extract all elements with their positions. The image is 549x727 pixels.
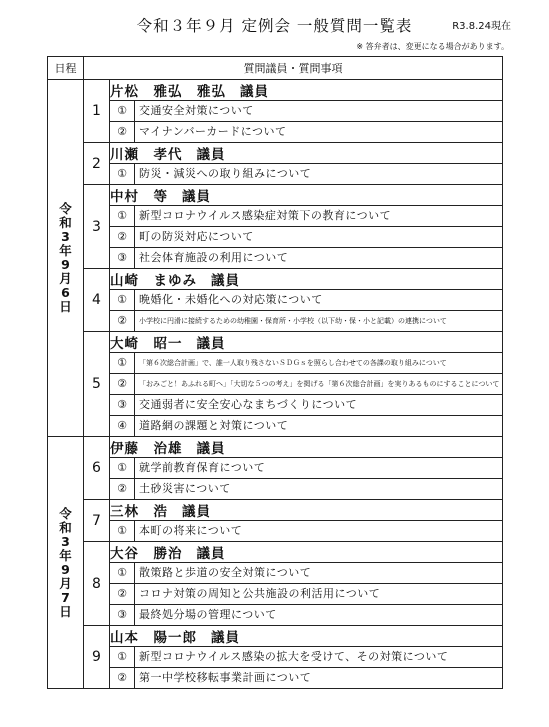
question-mark: ① bbox=[110, 290, 135, 310]
speaker-number: 7 bbox=[84, 500, 110, 542]
question-row bbox=[48, 563, 503, 584]
question-mark: ② bbox=[110, 374, 135, 394]
speaker-name-cell bbox=[110, 269, 503, 290]
speaker-number: 1 bbox=[84, 80, 110, 143]
question-item bbox=[110, 122, 503, 143]
question-item bbox=[110, 248, 503, 269]
speaker-number: 5 bbox=[84, 332, 110, 437]
question-row bbox=[48, 374, 503, 395]
question-text: 交通弱者に安全安心なまちづくりについて bbox=[139, 398, 358, 411]
speaker-name-cell bbox=[110, 185, 503, 206]
speaker-title: 議員 bbox=[182, 504, 211, 520]
question-row bbox=[48, 458, 503, 479]
speaker-number: 6 bbox=[84, 437, 110, 500]
as-of-date: R3.8.24現在 bbox=[452, 21, 511, 32]
speaker-row bbox=[48, 185, 503, 206]
speaker-title: 議員 bbox=[211, 630, 240, 646]
question-text: 第一中学校移転事業計画について bbox=[139, 671, 312, 684]
speaker-name-cell bbox=[110, 80, 503, 101]
session-date-char: 令 bbox=[59, 505, 72, 521]
speaker-row bbox=[48, 332, 503, 353]
question-row bbox=[48, 101, 503, 122]
question-text: 本町の将来について bbox=[139, 524, 243, 537]
question-mark: ② bbox=[110, 668, 135, 688]
question-mark: ① bbox=[110, 164, 135, 184]
question-text: 小学校に円滑に接続するための幼稚園・保育所・小学校（以下幼・保・小と記載）の連携について bbox=[139, 317, 447, 325]
speaker-title: 議員 bbox=[196, 147, 226, 163]
respondent-note: ※ 答弁者は、変更になる場合があります。 bbox=[356, 42, 509, 51]
session-date-char: 月 bbox=[59, 575, 72, 591]
session-date-cell bbox=[48, 437, 84, 689]
speaker-title: 議員 bbox=[182, 189, 211, 205]
speaker-number: 8 bbox=[84, 542, 110, 626]
question-mark: ① bbox=[110, 353, 135, 373]
question-item bbox=[110, 101, 503, 122]
question-mark: ② bbox=[110, 227, 135, 247]
question-text: 交通安全対策について bbox=[139, 104, 254, 117]
question-mark: ② bbox=[110, 122, 135, 142]
question-text: 土砂災害について bbox=[139, 482, 231, 495]
question-text: 「おみごと！あふれる町へ」「大切な５つの考え」を掲げる「第６次総合計画」を実りあるものにすることについて bbox=[139, 380, 500, 388]
question-text: 新型コロナウイルス感染の拡大を受けて、その対策について bbox=[139, 650, 449, 663]
question-text: 町の防災対応について bbox=[139, 230, 254, 243]
question-row bbox=[48, 416, 503, 437]
session-date-char: 年 bbox=[59, 547, 72, 563]
speaker-name: 山本 陽一郎 bbox=[110, 630, 197, 646]
speaker-name-cell bbox=[110, 500, 503, 521]
speaker-name: 大谷 勝治 bbox=[110, 546, 183, 562]
speaker-row bbox=[48, 626, 503, 647]
question-text: 道路網の課題と対策について bbox=[139, 419, 289, 432]
question-text: 晩婚化・未婚化への対応策について bbox=[139, 293, 323, 306]
question-mark: ① bbox=[110, 458, 135, 478]
question-item bbox=[110, 353, 503, 374]
question-item bbox=[110, 395, 503, 416]
speaker-name: 大崎 昭一 bbox=[110, 336, 183, 352]
speaker-name-cell bbox=[110, 437, 503, 458]
session-date-char: 9 bbox=[61, 561, 70, 577]
speaker-name-cell bbox=[110, 626, 503, 647]
question-item bbox=[110, 563, 503, 584]
question-mark: ③ bbox=[110, 248, 135, 268]
speaker-name: 川瀬 孝代 bbox=[110, 147, 183, 163]
speaker-title: 議員 bbox=[196, 546, 226, 562]
question-mark: ① bbox=[110, 206, 135, 226]
question-item bbox=[110, 584, 503, 605]
question-item bbox=[110, 416, 503, 437]
question-row bbox=[48, 122, 503, 143]
session-date-char: 3 bbox=[61, 533, 70, 549]
question-item bbox=[110, 290, 503, 311]
page-title: 令和３年９月 定例会 一般質問一覧表 bbox=[136, 17, 413, 35]
question-item bbox=[110, 521, 503, 542]
question-row bbox=[48, 353, 503, 374]
question-item bbox=[110, 647, 503, 668]
question-mark: ① bbox=[110, 101, 135, 121]
content-header: 質問議員・質問事項 bbox=[84, 57, 503, 80]
speaker-number: 9 bbox=[84, 626, 110, 689]
speaker-name: 中村 等 bbox=[110, 189, 168, 205]
question-text: 就学前教育保育について bbox=[139, 461, 266, 474]
question-table bbox=[47, 56, 503, 689]
question-item bbox=[110, 479, 503, 500]
speaker-title: 議員 bbox=[240, 84, 269, 100]
session-date-char: 日 bbox=[59, 603, 72, 619]
speaker-name-cell bbox=[110, 332, 503, 353]
speaker-row bbox=[48, 542, 503, 563]
question-row bbox=[48, 605, 503, 626]
question-row bbox=[48, 164, 503, 185]
question-text: 新型コロナウイルス感染症対策下の教育について bbox=[139, 209, 392, 222]
session-date-char: 7 bbox=[61, 589, 70, 605]
question-item bbox=[110, 374, 503, 395]
session-date-char: 年 bbox=[59, 243, 72, 258]
speaker-name: 三林 浩 bbox=[110, 504, 168, 520]
speaker-row bbox=[48, 80, 503, 101]
speaker-row bbox=[48, 500, 503, 521]
question-row bbox=[48, 248, 503, 269]
question-mark: ② bbox=[110, 311, 135, 331]
question-row bbox=[48, 479, 503, 500]
speaker-name: 片松 雅弘 雅弘 bbox=[110, 84, 226, 100]
question-row bbox=[48, 227, 503, 248]
question-mark: ① bbox=[110, 563, 135, 583]
question-text: 「第６次総合計画」で、誰一人取り残さないＳＤＧｓを照らし合わせての各課の取り組みについて bbox=[139, 359, 447, 367]
question-item bbox=[110, 227, 503, 248]
speaker-title: 議員 bbox=[196, 441, 226, 457]
question-row bbox=[48, 290, 503, 311]
question-item bbox=[110, 311, 503, 332]
question-row bbox=[48, 206, 503, 227]
question-text: 防災・減災への取り組みについて bbox=[139, 167, 312, 180]
question-mark: ③ bbox=[110, 395, 135, 415]
speaker-number: 3 bbox=[84, 185, 110, 269]
question-mark: ① bbox=[110, 521, 135, 541]
question-item bbox=[110, 164, 503, 185]
question-text: 最終処分場の管理について bbox=[139, 608, 277, 621]
table-body bbox=[48, 80, 503, 689]
question-row bbox=[48, 395, 503, 416]
question-item bbox=[110, 458, 503, 479]
speaker-name: 伊藤 治雄 bbox=[110, 441, 183, 457]
question-mark: ② bbox=[110, 479, 135, 499]
speaker-name-cell bbox=[110, 143, 503, 164]
session-date-char: 3 bbox=[61, 229, 70, 244]
question-mark: ③ bbox=[110, 605, 135, 625]
question-text: 散策路と歩道の安全対策について bbox=[139, 566, 312, 579]
speaker-row bbox=[48, 269, 503, 290]
question-item bbox=[110, 605, 503, 626]
session-date-char: 6 bbox=[61, 285, 70, 300]
speaker-number: 2 bbox=[84, 143, 110, 185]
speaker-row bbox=[48, 437, 503, 458]
session-date-cell bbox=[48, 80, 84, 437]
question-text: 社会体育施設の利用について bbox=[139, 251, 289, 264]
session-date-char: 和 bbox=[59, 215, 72, 230]
speaker-title: 議員 bbox=[196, 336, 226, 352]
question-mark: ② bbox=[110, 584, 135, 604]
session-date-char: 令 bbox=[59, 201, 72, 216]
question-mark: ④ bbox=[110, 416, 135, 436]
speaker-name: 山崎 まゆみ bbox=[110, 273, 197, 289]
question-row bbox=[48, 584, 503, 605]
speaker-number: 4 bbox=[84, 269, 110, 332]
question-row bbox=[48, 521, 503, 542]
session-date-char: 月 bbox=[59, 271, 72, 286]
speaker-name-cell bbox=[110, 542, 503, 563]
table-header-row bbox=[48, 57, 503, 80]
speaker-row bbox=[48, 143, 503, 164]
question-mark: ① bbox=[110, 647, 135, 667]
session-date-char: 和 bbox=[59, 519, 72, 535]
session-date-char: 日 bbox=[59, 299, 72, 314]
question-text: マイナンバーカードについて bbox=[139, 125, 287, 138]
question-row bbox=[48, 668, 503, 689]
question-text: コロナ対策の周知と公共施設の利活用について bbox=[139, 587, 381, 600]
session-date-char: 9 bbox=[61, 257, 70, 272]
question-item bbox=[110, 206, 503, 227]
date-header: 日程 bbox=[48, 57, 84, 80]
question-row bbox=[48, 647, 503, 668]
question-item bbox=[110, 668, 503, 689]
question-row bbox=[48, 311, 503, 332]
speaker-title: 議員 bbox=[211, 273, 240, 289]
